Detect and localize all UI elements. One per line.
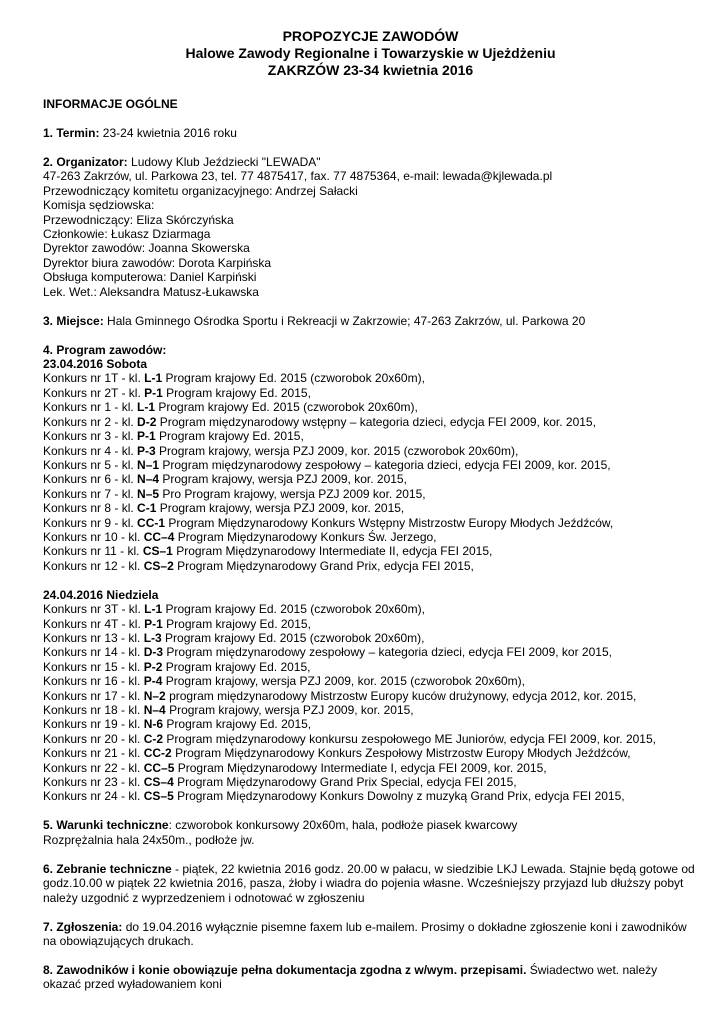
- program-item-pre: Konkurs nr 14 - kl.: [43, 645, 144, 660]
- program-item: [43, 789, 698, 803]
- program-item-code: CS–1: [142, 544, 173, 559]
- program-item-post: Program krajowy Ed. 2015 (czworobok 20x60m),: [161, 630, 425, 645]
- document-title: PROPOZYCJE ZAWODÓW: [282, 28, 459, 44]
- program-item-pre: Konkurs nr 2T - kl.: [43, 385, 145, 400]
- program-item: [43, 544, 698, 558]
- program-item: [43, 746, 698, 760]
- program-item-pre: Konkurs nr 4T - kl.: [43, 616, 145, 631]
- program-item-pre: Konkurs nr 19 - kl.: [43, 717, 144, 732]
- program-item-post: Program międzynarodowy konkursu zespołowego ME Juniorów, edycja FEI 2009, kor. 2015,: [163, 731, 656, 746]
- program-item: [43, 775, 698, 789]
- program-item: [43, 703, 698, 717]
- program-item: [43, 458, 698, 472]
- program-item: [43, 501, 698, 515]
- organizer-line: Obsługa komputerowa: Daniel Karpiński: [43, 270, 257, 285]
- program-item-post: Program międzynarodowy zespołowy – kategoria dzieci, edycja FEI 2009, kor 2015,: [163, 645, 612, 660]
- program-item-code: CS–2: [143, 558, 174, 573]
- program-item: [43, 429, 698, 443]
- meeting-label: 6. Zebranie techniczne: [43, 861, 172, 876]
- program-item: [43, 559, 698, 573]
- program-item: [43, 645, 698, 659]
- program-item-post: Program Międzynarodowy Intermediate I, edycja FEI 2009, kor. 2015,: [174, 760, 547, 775]
- program-item-code: N–5: [137, 486, 160, 501]
- program-item-pre: Konkurs nr 6 - kl.: [43, 472, 138, 487]
- program-item-pre: Konkurs nr 9 - kl.: [43, 515, 138, 530]
- program-item-pre: Konkurs nr 11 - kl.: [43, 544, 143, 559]
- program-item-pre: Konkurs nr 20 - kl.: [43, 731, 144, 746]
- program-item-code: N-6: [143, 717, 164, 732]
- program-item-code: P-1: [144, 385, 163, 400]
- organizer-line: Przewodniczący komitetu organizacyjnego: Andrzej Sałacki: [43, 183, 358, 198]
- program-list-saturday: [43, 371, 698, 573]
- program-item: [43, 487, 698, 501]
- day-heading-sunday: 24.04.2016 Niedziela: [43, 587, 159, 602]
- program-item-pre: Konkurs nr 16 - kl.: [43, 674, 144, 689]
- program-item-post: Program Międzynarodowy Konkurs Wstępny Mistrzostw Europy Młodych Jeźdźców,: [165, 515, 614, 530]
- program-item-pre: Konkurs nr 22 - kl.: [43, 760, 144, 775]
- program-item: [43, 689, 698, 703]
- program-item-pre: Konkurs nr 17 - kl.: [43, 688, 144, 703]
- program-item-post: Program Międzynarodowy Grand Prix, edycja FEI 2015,: [173, 558, 474, 573]
- program-item: [43, 717, 698, 731]
- program-item-pre: Konkurs nr 18 - kl.: [43, 703, 144, 717]
- program-item-pre: Konkurs nr 15 - kl.: [43, 659, 144, 674]
- program-item-pre: Konkurs nr 7 - kl.: [43, 486, 138, 501]
- program-item: [43, 444, 698, 458]
- program-list-sunday: [43, 602, 698, 804]
- program-item: [43, 472, 698, 486]
- program-item-post: Program krajowy Ed. 2015 (czworobok 20x60m),: [162, 371, 425, 386]
- program-item-post: Program Międzynarodowy Konkurs Dowolny z muzyką Grand Prix, edycja FEI 2015,: [173, 789, 625, 804]
- place-text: Hala Gminnego Ośrodka Sportu i Rekreacji w Zakrzowie; 47-263 Zakrzów, ul. Parkowa 20: [103, 313, 586, 328]
- program-item-code: CC–5: [143, 760, 175, 775]
- program-item-pre: Konkurs nr 24 - kl.: [43, 789, 144, 804]
- program-item-post: Program krajowy Ed. 2015 (czworobok 20x60m),: [155, 400, 418, 415]
- program-item-code: P-1: [144, 616, 163, 631]
- program-item-code: CC–4: [143, 529, 175, 544]
- program-item-code: N–4: [143, 703, 166, 717]
- program-item-post: Program krajowy Ed. 2015 (czworobok 20x60m),: [162, 602, 425, 617]
- general-info-heading: INFORMACJE OGÓLNE: [43, 97, 178, 111]
- program-item: [43, 761, 698, 775]
- document-dates: ZAKRZÓW 23-34 kwietnia 2016: [267, 62, 474, 78]
- program-item-code: L-1: [137, 400, 156, 415]
- program-item-code: N–4: [137, 472, 160, 487]
- section-technical: [43, 818, 698, 832]
- program-item-code: N–1: [137, 457, 160, 472]
- program-item: [43, 400, 698, 414]
- program-item: [43, 371, 698, 385]
- program-item-pre: Konkurs nr 21 - kl.: [43, 746, 144, 761]
- program-item: [43, 617, 698, 631]
- program-item: [43, 674, 698, 688]
- program-item-code: L-1: [144, 602, 163, 617]
- organizer-line: Lek. Wet.: Aleksandra Matusz-Łukawska: [43, 284, 259, 299]
- program-item-code: L-1: [144, 371, 163, 386]
- termin-label: 1. Termin:: [43, 126, 100, 140]
- program-item-code: C-1: [137, 501, 157, 516]
- meeting-text: - piątek, 22 kwietnia 2016 godz. 20.00 w pałacu, w siedzibie LKJ Lewada. Stajnie będą gotowe od godz.10.00 w piątek 22 kwietnia 2016, pasza, żłoby i wiadra do pojenia własne. Wcześniejszy przyjazd lub dłuższy pobyt należy uzgodnić z wyprzedzeniem i odnotować w zgłoszeniu: [43, 861, 695, 905]
- program-item: [43, 602, 698, 616]
- section-termin: [43, 126, 698, 140]
- program-item-code: P-3: [137, 443, 156, 458]
- program-item-pre: Konkurs nr 8 - kl.: [43, 501, 138, 516]
- section-meeting: [43, 862, 698, 905]
- technical-label: 5. Warunki techniczne: [43, 818, 169, 833]
- program-item-code: D-2: [137, 414, 157, 429]
- program-item-pre: Konkurs nr 4 - kl.: [43, 443, 138, 458]
- day-heading-saturday: 23.04.2016 Sobota: [43, 357, 148, 372]
- program-item-post: Program krajowy Ed. 2015,: [155, 429, 304, 444]
- program-item: [43, 530, 698, 544]
- program-item-post: Program krajowy Ed. 2015,: [162, 616, 311, 631]
- program-item-code: D-3: [143, 645, 164, 660]
- program-item-post: Program międzynarodowy wstępny – kategoria dzieci, edycja FEI 2009, kor. 2015,: [156, 414, 596, 429]
- termin-text: 23-24 kwietnia 2016 roku: [99, 126, 237, 140]
- program-item: [43, 660, 698, 674]
- organizer-line: Przewodniczący: Eliza Skórczyńska: [43, 212, 234, 227]
- program-item-post: Program krajowy Ed. 2015,: [162, 659, 311, 674]
- organizer-line: Dyrektor zawodów: Joanna Skowerska: [43, 241, 250, 256]
- document-subtitle: Halowe Zawody Regionalne i Towarzyskie w Ujeżdżeniu: [185, 45, 556, 61]
- program-item-pre: Konkurs nr 1T - kl.: [43, 371, 145, 386]
- documents-text: Świadectwo wet. należy okazać przed wyładowaniem koni: [43, 963, 658, 992]
- program-item: [43, 631, 698, 645]
- program-item-post: Program krajowy, wersja PZJ 2009, kor. 2015,: [165, 703, 414, 717]
- program-item-post: Program krajowy Ed. 2015,: [162, 385, 311, 400]
- program-item-post: Program krajowy, wersja PZJ 2009, kor. 2015 (czworobok 20x60m),: [155, 443, 519, 458]
- program-item-post: Program Międzynarodowy Grand Prix Special, edycja FEI 2015,: [173, 775, 517, 790]
- program-item-pre: Konkurs nr 5 - kl.: [43, 457, 138, 472]
- program-item-code: C-2: [143, 731, 164, 746]
- technical-line2: Rozprężalnia hala 24x50m., podłoże jw.: [43, 832, 255, 847]
- program-item-post: Program krajowy, wersja PZJ 2009, kor. 2015 (czworobok 20x60m),: [162, 674, 525, 689]
- program-item-post: Program Międzynarodowy Intermediate II, edycja FEI 2015,: [172, 544, 493, 559]
- program-item-code: N–2: [143, 688, 166, 703]
- program-item-post: program międzynarodowy Mistrzostw Europy kuców drużynowy, edycja 2012, kor. 2015,: [165, 688, 637, 703]
- program-item-code: CS–5: [143, 789, 174, 804]
- program-item-post: Program Międzynarodowy Konkurs Zespołowy Mistrzostw Europy Młodych Jeźdźców,: [171, 746, 631, 761]
- program-item: [43, 386, 698, 400]
- program-item-post: Program krajowy, wersja PZJ 2009, kor. 2015,: [156, 501, 405, 516]
- program-item-post: Program międzynarodowy zespołowy – kategoria dzieci, edycja FEI 2009, kor. 2015,: [159, 457, 611, 472]
- program-item-post: Pro Program krajowy, wersja PZJ 2009 kor. 2015,: [159, 486, 426, 501]
- organizer-text: Ludowy Klub Jeździecki "LEWADA": [127, 155, 321, 169]
- entries-label: 7. Zgłoszenia:: [43, 919, 123, 934]
- technical-text: : czworobok konkursowy 20x60m, hala, podłoże piasek kwarcowy: [168, 818, 518, 833]
- organizer-line: 47-263 Zakrzów, ul. Parkowa 23, tel. 77 4875417, fax. 77 4875364, e-mail: lewada@kjlewada.pl: [43, 169, 553, 184]
- documents-label: 8. Zawodników i konie obowiązuje pełna dokumentacja zgodna z w/wym. przepisami.: [43, 963, 527, 978]
- section-organizer: [43, 155, 698, 169]
- program-item-pre: Konkurs nr 1 - kl.: [43, 400, 138, 415]
- organizer-line: Dyrektor biura zawodów: Dorota Karpińska: [43, 255, 272, 270]
- program-item-pre: Konkurs nr 23 - kl.: [43, 775, 144, 790]
- program-item-pre: Konkurs nr 12 - kl.: [43, 558, 144, 573]
- program-item-code: P-2: [143, 659, 163, 674]
- program-item: [43, 415, 698, 429]
- program-item-post: Program Międzynarodowy Konkurs Św. Jerzego,: [174, 529, 437, 544]
- program-item: [43, 732, 698, 746]
- program-item-post: Program krajowy Ed. 2015,: [163, 717, 312, 732]
- program-item: [43, 516, 698, 530]
- program-heading: 4. Program zawodów:: [43, 342, 167, 357]
- program-item-code: P-4: [143, 674, 163, 689]
- entries-text: do 19.04.2016 wyłącznie pisemne faxem lub e-mailem. Prosimy o dokładne zgłoszenie koni i zawodników na obowiązujących drukach.: [43, 919, 687, 949]
- section-entries: [43, 920, 698, 949]
- section-place: [43, 314, 698, 328]
- document-page: [43, 28, 698, 992]
- program-item-pre: Konkurs nr 10 - kl.: [43, 529, 144, 544]
- organizer-label: 2. Organizator:: [43, 155, 128, 169]
- section-documents: [43, 963, 698, 992]
- program-item-pre: Konkurs nr 3 - kl.: [43, 429, 138, 444]
- place-label: 3. Miejsce:: [43, 313, 104, 328]
- organizer-line: Komisja sędziowska:: [43, 198, 155, 213]
- program-item-pre: Konkurs nr 3T - kl.: [43, 602, 145, 617]
- program-item-code: CC-2: [143, 746, 172, 761]
- program-item-code: L-3: [143, 630, 162, 645]
- program-item-code: CC-1: [137, 515, 166, 530]
- program-item-pre: Konkurs nr 13 - kl.: [43, 630, 144, 645]
- program-item-code: CS–4: [143, 775, 174, 790]
- program-item-pre: Konkurs nr 2 - kl.: [43, 414, 138, 429]
- program-item-post: Program krajowy, wersja PZJ 2009, kor. 2015,: [159, 472, 407, 487]
- organizer-line: Członkowie: Łukasz Dziarmaga: [43, 227, 211, 242]
- program-item-code: P-1: [137, 429, 156, 444]
